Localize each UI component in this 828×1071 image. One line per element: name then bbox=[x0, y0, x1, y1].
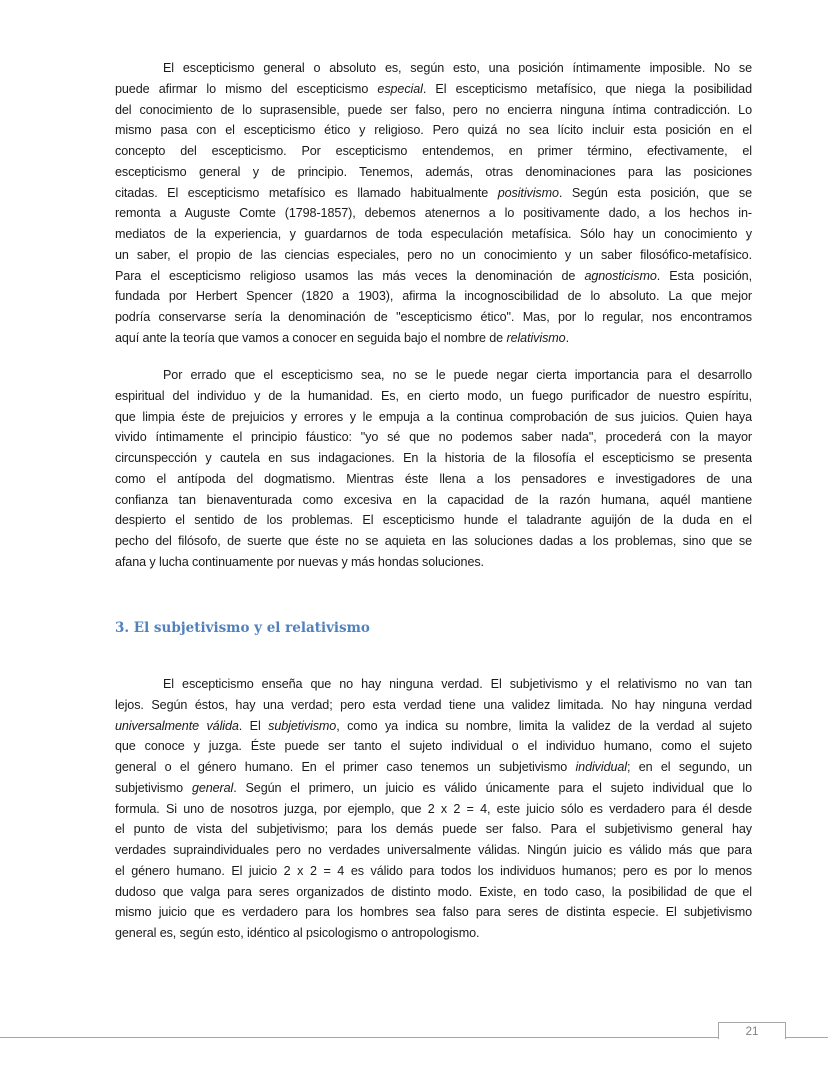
text-run: dudoso que valga para seres organizados de distinto modo. Existe, en todo caso, la posibilidad de que el bbox=[115, 884, 752, 899]
text-line bbox=[115, 162, 752, 183]
text-run: . El bbox=[238, 718, 269, 733]
text-run: escepticismo general y de principio. Tenemos, además, otras denominaciones para las posiciones bbox=[115, 164, 752, 179]
text-line bbox=[115, 716, 752, 737]
text-line bbox=[115, 58, 752, 79]
text-run: Por errado que el escepticismo sea, no se le puede negar cierta importancia para el desarrollo bbox=[163, 368, 752, 382]
text-run: del conocimiento de lo suprasensible, puede ser falso, pero no encierra ninguna íntima contradicción. Lo bbox=[115, 102, 752, 117]
page-number: 21 bbox=[718, 1022, 786, 1039]
text-run: , como ya indica su nombre, limita la validez de la verdad al sujeto bbox=[336, 718, 752, 733]
italic-term: relativismo bbox=[506, 330, 566, 345]
text-run: lejos. Según éstos, hay una verdad; pero esta verdad tiene una validez limitada. No hay ninguna verdad bbox=[115, 697, 752, 712]
text-line bbox=[115, 224, 752, 245]
text-line bbox=[115, 674, 752, 695]
text-line bbox=[115, 266, 752, 287]
text-run: . Según el primero, un juicio es válido únicamente para el sujeto individual que lo bbox=[233, 780, 752, 795]
italic-term: subjetivismo bbox=[268, 718, 337, 733]
text-line bbox=[115, 469, 752, 490]
text-run: afana y lucha continuamente por nuevas y más hondas soluciones. bbox=[115, 554, 484, 569]
text-run: mismo pasa con el escepticismo ético y religioso. Pero quizá no sea lícito incluir esta posición en el bbox=[115, 123, 752, 138]
text-run: remonta a Auguste Comte (1798-1857), debemos atenernos a lo positivamente dado, a los hechos in- bbox=[115, 206, 752, 221]
text-line bbox=[115, 923, 752, 944]
text-line bbox=[115, 79, 752, 100]
text-line bbox=[115, 902, 752, 923]
text-run: el punto de vista del subjetivismo; para los demás puede ser falso. Para el subjetivismo general hay bbox=[115, 822, 752, 837]
text-line bbox=[115, 286, 752, 307]
text-line bbox=[115, 778, 752, 799]
text-line bbox=[115, 799, 752, 820]
italic-term: especial bbox=[377, 81, 423, 96]
text-line bbox=[115, 448, 752, 469]
text-run: despierto el sentido de los problemas. El escepticismo hunde el taladrante aguijón de la duda en el bbox=[115, 513, 752, 528]
text-line bbox=[115, 840, 752, 861]
text-run: verdades supraindividuales pero no verdades universalmente válidas. Ningún juicio es válido más que para bbox=[115, 843, 752, 857]
text-line bbox=[115, 427, 752, 448]
text-line bbox=[115, 861, 752, 882]
text-run: concepto del escepticismo. Por escepticismo entendemos, en primer término, efectivamente, el bbox=[115, 144, 752, 158]
text-run: confianza tan bienaventurada como excesiva en la capacidad de la razón humana, aquél mantiene bbox=[115, 492, 752, 507]
text-line bbox=[115, 819, 752, 840]
text-line bbox=[115, 407, 752, 428]
section-heading: 3. El subjetivismo y el relativismo bbox=[115, 620, 370, 636]
text-run: que limpia éste de prejuicios y errores y le empuja a la continua comprobación de sus juicios. Quien haya bbox=[115, 409, 752, 424]
text-run: . El escepticismo metafísico, que niega la posibilidad bbox=[422, 81, 752, 96]
text-run: mismo juicio que es verdadero para los hombres sea falso para seres de distinta especie. El subjetivismo bbox=[115, 905, 752, 920]
text-run: . Según esta posición, que se bbox=[558, 185, 752, 200]
text-run: . Esta posición, bbox=[656, 268, 752, 283]
text-line bbox=[115, 183, 752, 204]
text-line bbox=[115, 757, 752, 778]
text-line bbox=[115, 365, 752, 386]
text-run: puede afirmar lo mismo del escepticismo bbox=[115, 81, 378, 96]
text-line bbox=[115, 490, 752, 511]
footer-rule bbox=[0, 1037, 828, 1038]
text-run: un saber, el propio de las ciencias especiales, pero no un conocimiento y un saber filosófico-metafísico. bbox=[115, 247, 752, 262]
text-run: subjetivismo bbox=[115, 780, 192, 795]
paragraph-skepticism-importance bbox=[115, 365, 752, 573]
italic-term: general bbox=[191, 780, 234, 795]
text-line bbox=[115, 141, 752, 162]
text-line bbox=[115, 100, 752, 121]
paragraph-skepticism-types bbox=[115, 58, 752, 349]
text-line bbox=[115, 695, 752, 716]
text-run: espiritual del individuo y de la humanidad. Es, en cierto modo, un fuego purificador de nuestro espíritu, bbox=[115, 388, 752, 403]
text-run: El escepticismo enseña que no hay ninguna verdad. El subjetivismo y el relativismo no van tan bbox=[163, 677, 752, 691]
text-run: fundada por Herbert Spencer (1820 a 1903), afirma la incognoscibilidad de lo absoluto. La que mejor bbox=[115, 289, 752, 304]
text-line bbox=[115, 531, 752, 552]
text-run: mediatos de la experiencia, y guardarnos de toda especulación metafísica. Sólo hay un conocimiento y bbox=[115, 227, 752, 241]
text-run: general o el género humano. En el primer caso tenemos un subjetivismo bbox=[115, 760, 576, 774]
text-run: formula. Si uno de nosotros juzga, por ejemplo, que 2 x 2 = 4, este juicio sólo es verdadero para él desde bbox=[115, 801, 752, 816]
italic-term: positivismo bbox=[497, 185, 559, 200]
text-run: ; en el segundo, un bbox=[626, 760, 752, 774]
text-run: El escepticismo general o absoluto es, según esto, una posición íntimamente imposible. No se bbox=[163, 61, 752, 75]
text-run: el género humano. El juicio 2 x 2 = 4 es válido para todos los individuos humanos; pero es por lo menos bbox=[115, 863, 752, 878]
text-run: citadas. El escepticismo metafísico es llamado habitualmente bbox=[115, 185, 498, 200]
text-line bbox=[115, 386, 752, 407]
text-run: . bbox=[565, 330, 569, 345]
text-line bbox=[115, 510, 752, 531]
italic-term: individual bbox=[575, 760, 627, 774]
text-line bbox=[115, 552, 752, 573]
text-line bbox=[115, 203, 752, 224]
text-line bbox=[115, 307, 752, 328]
text-run: circunspección y cautela en sus indagaciones. En la historia de la filosofía el escepticismo se presenta bbox=[115, 451, 752, 465]
text-run: general es, según esto, idéntico al psicologismo o antropologismo. bbox=[115, 926, 480, 940]
text-line bbox=[115, 736, 752, 757]
text-run: vivido íntimamente el principio fáustico: "yo sé que no podemos saber nada", procederá con la mayor bbox=[115, 430, 752, 445]
text-run: aquí ante la teoría que vamos a conocer en seguida bajo el nombre de bbox=[115, 330, 507, 345]
paragraph-subjectivism bbox=[115, 674, 752, 944]
text-run: que conoce y juzga. Éste puede ser tanto el sujeto individual o el individuo humano, como el sujeto bbox=[115, 739, 752, 754]
text-run: Para el escepticismo religioso usamos las más veces la denominación de bbox=[115, 268, 585, 283]
text-run: como el antípoda del dogmatismo. Mientras éste llena a los pensadores e investigadores de una bbox=[115, 471, 752, 486]
text-line bbox=[115, 882, 752, 903]
text-run: podría conservarse sería la denominación de "escepticismo ético". Mas, por lo regular, nos encontramos bbox=[115, 310, 752, 324]
italic-term: universalmente válida bbox=[115, 718, 239, 733]
text-run: pecho del filósofo, de suerte que éste no se aquieta en las soluciones dadas a los problemas, sino que se bbox=[115, 534, 752, 548]
text-line bbox=[115, 120, 752, 141]
text-line bbox=[115, 328, 752, 349]
italic-term: agnosticismo bbox=[584, 268, 657, 283]
text-line bbox=[115, 245, 752, 266]
